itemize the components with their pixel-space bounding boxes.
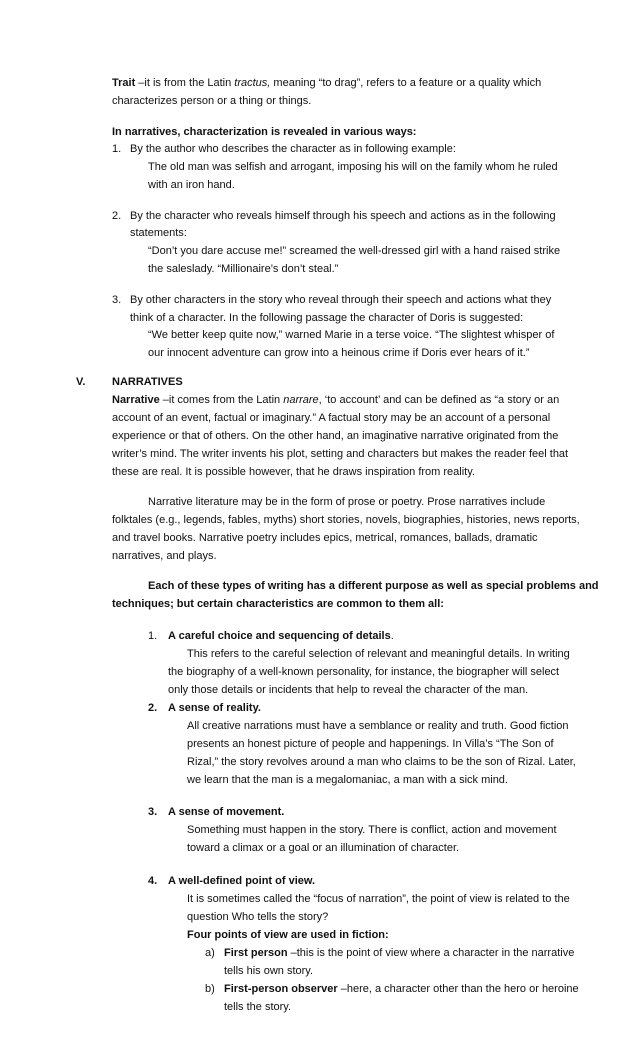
section-numeral: V.: [76, 376, 86, 388]
point-letter: b): [205, 983, 215, 995]
trait-latin-word: tractus,: [234, 77, 271, 89]
paragraph-line: Narrative literature may be in the form of prose or poetry. Prose narratives include: [148, 496, 546, 508]
point-letter: a): [205, 947, 215, 959]
trait-term: Trait: [112, 77, 136, 89]
point-text-cont: tells his own story.: [224, 965, 314, 977]
example-quote-line: our innocent adventure can grow into a heinous crime if Doris ever hears of it.”: [148, 347, 530, 359]
point-text-cont: tells the story.: [224, 1001, 292, 1013]
characteristic-text: It is sometimes called the “focus of narration”, the point of view is related to the: [187, 893, 570, 905]
point-desc: –here, a character other than the hero or heroine: [337, 983, 579, 995]
paragraph-line: and travel books. Narrative poetry includes epics, metrical, romances, ballads, dramatic: [112, 532, 538, 544]
trait-definition-line: [112, 74, 541, 93]
characteristic-text: All creative narrations must have a semblance or reality and truth. Good fiction: [187, 720, 569, 732]
example-quote-line: “We better keep quite now,” warned Marie in a terse voice. “The slightest whisper of: [148, 329, 555, 341]
types-intro-line: Each of these types of writing has a different purpose as well as special problems and: [148, 580, 599, 592]
list-item-text: statements:: [130, 227, 187, 239]
point-term: First-person observer: [224, 983, 338, 995]
list-item-text: By other characters in the story who reveal through their speech and actions what they: [130, 294, 552, 306]
trait-text-cont: meaning “to drag”, refers to a feature or a quality which: [270, 77, 542, 89]
list-item-text: think of a character. In the following passage the character of Doris is suggested:: [130, 312, 524, 324]
characteristic-title: [168, 627, 394, 646]
example-quote-line: The old man was selfish and arrogant, imposing his will on the family whom he ruled: [148, 161, 558, 173]
types-intro-line: techniques; but certain characteristics are common to them all:: [112, 598, 444, 610]
paragraph-line: experience or that of others. On the other hand, an imaginative narrative originated from the: [112, 430, 559, 442]
trait-text: –it is from the Latin: [135, 77, 235, 89]
characteristic-number: 3.: [148, 806, 158, 818]
characteristic-title: A well-defined point of view.: [168, 875, 316, 887]
paragraph-line: writer’s mind. The writer invents his plot, setting and characters but makes the reader feel that: [112, 448, 569, 460]
characteristic-text: Rizal,” the story revolves around a man who claims to be the son of Rizal. Later,: [187, 756, 576, 768]
list-number: 1.: [112, 143, 122, 155]
characteristic-text: question Who tells the story?: [187, 911, 329, 923]
characteristic-text: Something must happen in the story. There is conflict, action and movement: [187, 824, 557, 836]
narrative-term: Narrative: [112, 394, 160, 406]
list-number: 2.: [112, 210, 122, 222]
point-text: [224, 944, 574, 963]
characteristic-title-text: A careful choice and sequencing of details: [168, 630, 391, 642]
characteristic-text: only those details or incidents that help to reveal the character of the man.: [168, 684, 529, 696]
paragraph-line: these are real. It is possible however, that he draws inspiration from reality.: [112, 466, 475, 478]
characteristic-text: toward a climax or a goal or an illumination of character.: [187, 842, 460, 854]
example-quote-line: “Don’t you dare accuse me!” screamed the well-dressed girl with a hand raised strike: [148, 245, 561, 257]
point-text: [224, 980, 579, 999]
characteristic-text: presents an honest picture of people and happenings. In Villa’s “The Son of: [187, 738, 554, 750]
characteristic-text: we learn that the man is a megalomaniac, a man with a sick mind.: [187, 774, 508, 786]
list-item-text: By the character who reveals himself through his speech and actions as in the following: [130, 210, 556, 222]
characteristic-number: 1.: [148, 630, 158, 642]
characteristic-number: 4.: [148, 875, 158, 887]
characteristic-text: the biography of a well-known personality, for instance, the biographer will select: [168, 666, 560, 678]
section-title: NARRATIVES: [112, 376, 183, 388]
example-quote-line: with an iron hand.: [148, 179, 235, 191]
characteristic-title: A sense of movement.: [168, 806, 285, 818]
points-of-view-heading: Four points of view are used in fiction:: [187, 929, 389, 941]
narrative-definition-line: [112, 391, 559, 410]
paragraph-line: narratives, and plays.: [112, 550, 217, 562]
narrative-latin-word: narrare: [283, 394, 319, 406]
point-desc: –this is the point of view where a character in the narrative: [287, 947, 575, 959]
characteristic-title: A sense of reality.: [168, 702, 261, 714]
characteristic-text: This refers to the careful selection of relevant and meaningful details. In writing: [187, 648, 570, 660]
paragraph-line: account of an event, factual or imaginary.” A factual story may be an account of a personal: [112, 412, 551, 424]
trait-definition-line-2: characterizes person or a thing or things.: [112, 95, 312, 107]
point-term: First person: [224, 947, 288, 959]
characterization-heading: In narratives, characterization is revealed in various ways:: [112, 126, 417, 138]
characteristic-title-suffix: .: [390, 630, 394, 642]
narrative-text-cont: , ‘to account’ and can be defined as “a story or an: [318, 394, 560, 406]
paragraph-line: folktales (e.g., legends, fables, myths) short stories, novels, biographies, histories, news reports,: [112, 514, 580, 526]
list-number: 3.: [112, 294, 122, 306]
characteristic-number: 2.: [148, 702, 158, 714]
example-quote-line: the saleslady. “Millionaire’s don’t steal.”: [148, 263, 339, 275]
list-item-text: By the author who describes the character as in following example:: [130, 143, 456, 155]
narrative-text: –it comes from the Latin: [159, 394, 284, 406]
